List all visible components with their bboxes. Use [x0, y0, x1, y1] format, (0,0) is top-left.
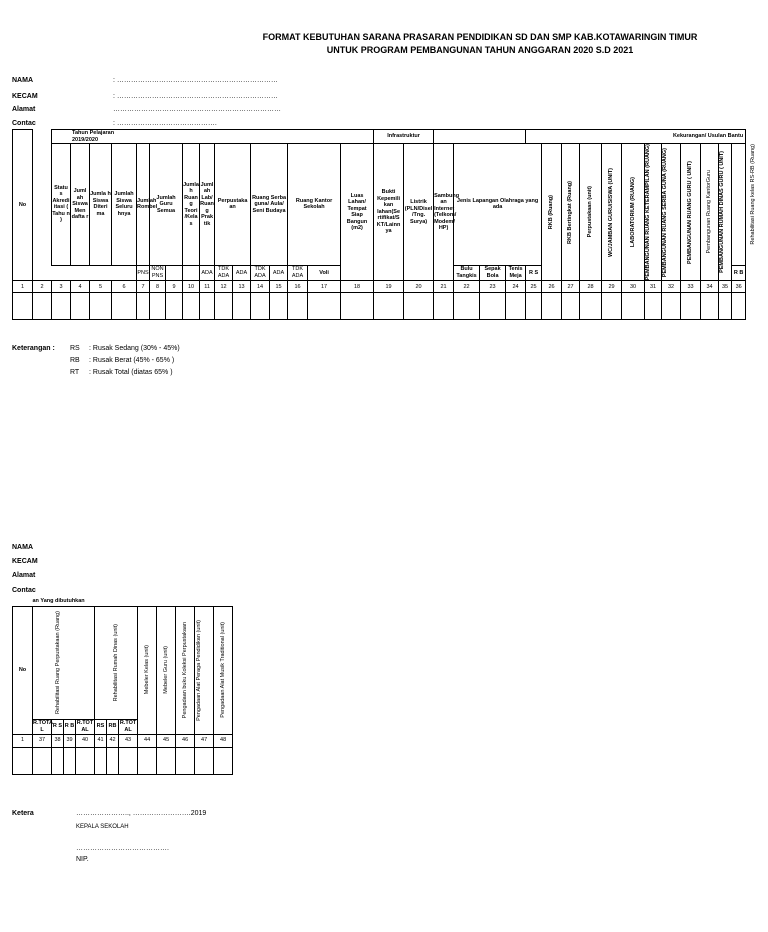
col-number: 45	[157, 734, 176, 747]
col-no: No	[13, 130, 33, 281]
col-number: 43	[119, 734, 138, 747]
table-cell[interactable]	[454, 293, 480, 320]
table-cell[interactable]	[52, 293, 71, 320]
col-number: 19	[374, 281, 404, 293]
table-cell[interactable]	[506, 293, 526, 320]
col-ruang-teori: Jumla h Ruan g Teori /Kela s	[183, 144, 200, 266]
nama-label: NAMA	[12, 77, 33, 84]
table-row[interactable]	[13, 293, 746, 320]
col-number: 27	[562, 281, 580, 293]
col-number: 3	[52, 281, 71, 293]
col-number: 38	[52, 734, 64, 747]
col-number: 26	[542, 281, 562, 293]
table-cell[interactable]	[288, 293, 308, 320]
column-number-row	[13, 281, 746, 293]
table-cell[interactable]	[13, 293, 33, 320]
col-number: 4	[71, 281, 90, 293]
col-luas-lahan: Luas Lahan/ Tempat Siap Bangun (m2)	[341, 144, 374, 281]
contact-field[interactable]: : …………………………………….	[113, 120, 217, 127]
table-cell[interactable]	[308, 293, 341, 320]
table-row[interactable]	[13, 747, 233, 774]
col-number: 47	[195, 734, 214, 747]
table-cell[interactable]	[374, 293, 404, 320]
col-wc-jamban: WC/JAMBAN GURU/SISWA (UNIT)	[608, 167, 615, 257]
col-number: 35	[719, 281, 732, 293]
table2-header: an Yang dibutuhkan	[33, 596, 138, 606]
table-cell[interactable]	[645, 293, 662, 320]
col-number: 8	[150, 281, 166, 293]
kepala-sekolah-label: KEPALA SEKOLAH	[76, 824, 129, 830]
col-number: 10	[183, 281, 200, 293]
col-ruang-serbaguna-usulan: PEMBANGUNAN RUANG SERBA GUNA (RUANG)	[662, 147, 669, 277]
needs-table-continued	[12, 596, 233, 775]
table-cell[interactable]	[233, 293, 251, 320]
col-number: 14	[251, 281, 270, 293]
rt-text: : Rusak Total (diatas 65% )	[89, 369, 173, 376]
table-cell[interactable]	[622, 293, 645, 320]
document-subtitle: UNTUK PROGRAM PEMBANGUNAN TAHUN ANGGARAN 2020 S.D 2021	[326, 45, 634, 55]
col-internet: Sambung an Internet (Telkom/ Modem/ HP)	[434, 144, 454, 281]
col-alat-musik: Pengadaan Alat Musik Traditional (unit)	[219, 622, 226, 718]
table-cell[interactable]	[137, 293, 150, 320]
col-number: 29	[602, 281, 622, 293]
col-number: 28	[580, 281, 602, 293]
alamat-label-2: Alamat	[12, 572, 36, 579]
lapangan-tenis-meja: Tenis Meja	[506, 265, 526, 281]
table-cell[interactable]	[681, 293, 701, 320]
table-cell[interactable]	[719, 293, 732, 320]
col-number: 42	[107, 734, 119, 747]
perpus-ada: ADA	[200, 265, 215, 281]
col-bukti-kepemilikan: Bukti Kepemili kan lahan(Se rtifikat/S KT/Lainn ya	[374, 144, 404, 281]
col-number: 31	[645, 281, 662, 293]
col-number: 11	[200, 281, 215, 293]
table-cell[interactable]	[112, 293, 137, 320]
serba-tdk-ada: TDK ADA	[251, 265, 270, 281]
col-buku-perpustakaan: Pengadaan buku Koleksi Perpustakaan	[181, 621, 188, 719]
table-cell[interactable]	[562, 293, 580, 320]
col-lab-praktik: Juml ah Lab/ Ruan g Prak tik	[200, 144, 215, 266]
rt-code: RT	[70, 369, 80, 376]
col-kantor-guru: Pembangunan Ruang KantorGuru	[706, 170, 713, 254]
col-jumlah-siswa-mendaftar: Juml ah Siswa Men dafta r	[71, 144, 90, 266]
perpus-rs: R S	[52, 719, 64, 734]
col-status-akreditasi: Statu s Akredi itasi ( Tahu n )	[52, 144, 71, 266]
col-rehab-perpustakaan: Rehabilitasi Ruang Perpustakaan (Ruang)	[54, 610, 61, 715]
rumah-rs: RS	[95, 719, 107, 734]
col-rumah-dinas: PEMBANGUNAN RUMAH DINAS GURU ( UNIT)	[719, 151, 726, 274]
table-cell[interactable]	[341, 293, 374, 320]
rehab-rb: R B	[732, 265, 746, 281]
col-rkb: RKB (Ruang)	[548, 195, 555, 230]
table-cell[interactable]	[270, 293, 288, 320]
nama-label-2: NAMA	[12, 544, 33, 551]
non-pns-label: NON PNS	[151, 266, 164, 279]
col-number: 16	[288, 281, 308, 293]
col-number: 7	[137, 281, 150, 293]
col-rehab-kelas: Rehabilitasi Ruang kelas RS-RB (Ruang)	[750, 144, 757, 245]
table-cell[interactable]	[71, 293, 90, 320]
col-number: 34	[701, 281, 719, 293]
col-number: 44	[138, 734, 157, 747]
col-number: 25	[526, 281, 542, 293]
col-number: 2	[33, 281, 52, 293]
col-lapangan-olahraga: Jenis Lapangan Olahraga yang ada	[454, 144, 542, 266]
rs-text: : Rusak Sedang (30% - 45%)	[89, 345, 180, 352]
col-number: 48	[214, 734, 233, 747]
kekurangan-header: Kekurangan/ Usulan Bantu	[526, 130, 746, 144]
col-jumlah-rombel: Jumlah Rombel	[137, 144, 150, 266]
col-number: 12	[215, 281, 233, 293]
col-rehab-rumah-dinas: Rehabilitasi Rumah Dinas (unit)	[112, 623, 119, 702]
table-cell[interactable]	[183, 293, 200, 320]
table-cell[interactable]	[166, 293, 183, 320]
lapangan-sepak-bola: Sepak Bola	[480, 265, 506, 281]
col-number: 33	[681, 281, 701, 293]
col-perpustakaan: Perpustaka an	[215, 144, 251, 266]
col-number: 20	[404, 281, 434, 293]
table-cell[interactable]	[33, 293, 52, 320]
infrastruktur-header: Infrastruktur	[374, 130, 434, 144]
alamat-label: Alamat	[12, 106, 36, 113]
col-number: 24	[506, 281, 526, 293]
table-cell[interactable]	[200, 293, 215, 320]
pns-label: PNS	[137, 265, 150, 281]
col-jumlah-guru: Jumlah Guru Semua	[150, 144, 183, 266]
rb-code: RB	[70, 357, 80, 364]
lapangan-voli: Voli	[308, 265, 341, 281]
col-number: 17	[308, 281, 341, 293]
col-number: 37	[33, 734, 52, 747]
table-cell[interactable]	[526, 293, 542, 320]
signature-date[interactable]: ………………….., …………………….2019	[76, 810, 207, 817]
table-cell[interactable]	[90, 293, 112, 320]
document-title: FORMAT KEBUTUHAN SARANA PRASARAN PENDIDIKAN SD DAN SMP KAB.KOTAWARINGIN TIMUR	[262, 32, 698, 42]
table-cell[interactable]	[404, 293, 434, 320]
alamat-field[interactable]: ………………………………………………………………	[113, 106, 281, 113]
col-listrik: Listrik (PLN/Disel /Tng. Surya)	[404, 144, 434, 281]
kecamatan-field[interactable]: : ……………………………………………………………	[113, 93, 278, 100]
column-number-row-2	[13, 734, 233, 747]
kecamatan-label: KECAM	[12, 93, 38, 100]
keterangan-label: Keterangan :	[12, 345, 55, 352]
kantor-tdk-ada: TDK ADA	[288, 265, 308, 281]
kecamatan-label-2: KECAM	[12, 558, 38, 565]
table-cell[interactable]	[480, 293, 506, 320]
rumah-rtotal: R.TOT AL	[119, 720, 137, 733]
col-number: 6	[112, 281, 137, 293]
col-perpustakaan-unit: Perpustakaan (unit)	[587, 186, 594, 238]
table-cell[interactable]	[662, 293, 681, 320]
col-rkb-bertingkat: RKB Bertingkat (Ruang)	[567, 180, 574, 244]
perpus-tdk-ada: TDK ADA	[215, 265, 233, 281]
col-number: 1	[13, 281, 33, 293]
col-number: 41	[95, 734, 107, 747]
col-ruang-guru: PEMBANGUNAN RUANG GURU ( UNIT)	[687, 160, 694, 264]
col-number: 46	[176, 734, 195, 747]
nama-field[interactable]: : ……………………………………………………………	[113, 77, 278, 84]
col-number: 22	[454, 281, 480, 293]
table-cell[interactable]	[542, 293, 562, 320]
lapangan-bulu-tangkis: Bulu Tangkis	[454, 265, 480, 281]
col-number: 15	[270, 281, 288, 293]
nip-label: NIP.	[76, 856, 89, 863]
col-number: 5	[90, 281, 112, 293]
table-cell[interactable]	[580, 293, 602, 320]
col-mebeler-guru: Mebeler Guru (unit)	[162, 646, 169, 694]
table-cell[interactable]	[701, 293, 719, 320]
col-number: 40	[76, 734, 95, 747]
keterangan-label-2: Ketera	[12, 810, 34, 817]
table-cell[interactable]	[150, 293, 166, 320]
col-ruang-serbaguna: Ruang Serba guna/ Aula/ Seni Budaya	[251, 144, 288, 266]
tahun-pelajaran-header: Tahun Pelajaran 2019/2020	[52, 130, 137, 144]
rb-text: : Rusak Berat (45% - 65% )	[89, 357, 175, 364]
perpus-rtotal: R.TOTA L	[33, 720, 53, 733]
contact-label: Contac	[12, 120, 36, 127]
rs-code: RS	[70, 345, 80, 352]
col-number: 36	[732, 281, 746, 293]
col-alat-peraga: Pengadaan Alat Peraga Pendidikan (unit)	[196, 619, 203, 721]
contact-label-2: Contac	[12, 587, 36, 594]
col-jumlah-siswa-seluruhnya: Jumlah Siswa Seluru hnya	[112, 144, 137, 266]
col-number: 32	[662, 281, 681, 293]
col-mebeler-kelas: Mebeler Kelas (unit)	[143, 645, 150, 695]
col-number: 39	[64, 734, 76, 747]
col-number: 18	[341, 281, 374, 293]
col-number: 30	[622, 281, 645, 293]
col-number: 9	[166, 281, 183, 293]
table-cell[interactable]	[251, 293, 270, 320]
table2-col-no: No	[13, 606, 33, 734]
perpus-rtotal-2: R.TOT AL	[76, 720, 94, 733]
table-cell[interactable]	[434, 293, 454, 320]
table-cell[interactable]	[732, 293, 746, 320]
kantor-ada: ADA	[270, 265, 288, 281]
needs-table-main	[12, 129, 757, 320]
col-number: 13	[233, 281, 251, 293]
perpus-rb: R B	[64, 719, 76, 734]
col-ruang-keterampilan: PEMBANGUNAN RUANG KETERAMPILAN (RUANG)	[645, 144, 652, 281]
col-jumlah-siswa-diterima: Jumla h Siswa Diteri ma	[90, 144, 112, 266]
col-number: 23	[480, 281, 506, 293]
serba-ada: ADA	[233, 265, 251, 281]
rumah-rb: RB	[107, 719, 119, 734]
col-ruang-kantor: Ruang Kantor Sekolah	[288, 144, 341, 266]
table-cell[interactable]	[215, 293, 233, 320]
table-cell[interactable]	[602, 293, 622, 320]
signature-line[interactable]: ………………………………….	[76, 845, 169, 852]
row-number: 1	[13, 734, 33, 747]
rehab-rs: R S	[526, 265, 542, 281]
col-laboratorium: LABORATORIUM (RUANG)	[629, 177, 636, 248]
col-number: 21	[434, 281, 454, 293]
